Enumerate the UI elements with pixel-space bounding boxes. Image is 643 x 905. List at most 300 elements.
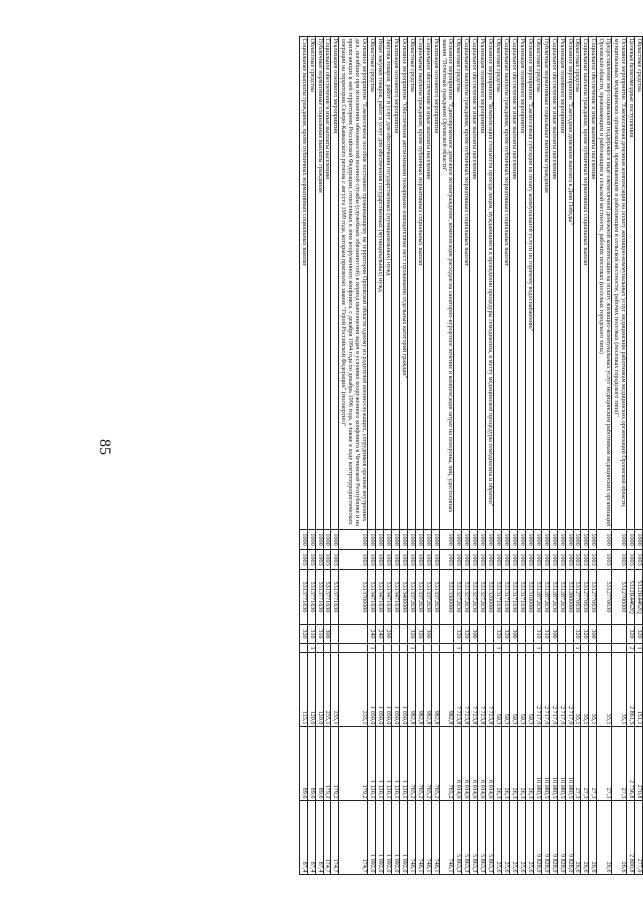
cell-year-2: 179,2	[323, 727, 331, 801]
cell-expense-type: 320	[494, 625, 502, 644]
cell-name: Реализация основного мероприятия	[392, 37, 400, 530]
cell-section: 1000	[431, 530, 439, 550]
cell-name: Областные средства	[573, 37, 581, 530]
cell-year-3: 174,7	[323, 801, 331, 875]
cell-year-1: 151,1	[635, 653, 643, 727]
cell-target-article: 5312770630	[589, 570, 597, 625]
table-row	[510, 37, 518, 875]
cell-year-2: 26,3	[510, 727, 518, 801]
cell-section: 1000	[439, 530, 454, 550]
cell-funding-source	[415, 644, 423, 653]
cell-year-2: 89,6	[299, 727, 307, 801]
cell-funding-source	[323, 644, 331, 653]
cell-funding-source	[462, 644, 470, 653]
cell-target-article: 5313200000	[486, 570, 494, 625]
cell-year-2: 270,8	[635, 727, 643, 801]
table-row	[573, 37, 581, 875]
cell-year-1: 982,8	[423, 653, 431, 727]
cell-funding-source: 2	[627, 644, 635, 653]
cell-year-2: 765,2	[407, 727, 415, 801]
cell-year-1: 115,1	[299, 653, 307, 727]
cell-subsection: 1003	[478, 550, 486, 570]
cell-section: 1000	[589, 530, 597, 550]
cell-funding-source	[478, 644, 486, 653]
table-row	[339, 37, 368, 875]
cell-section: 1000	[331, 530, 339, 550]
cell-funding-source	[423, 644, 431, 653]
cell-year-1: 120,0	[307, 653, 315, 727]
cell-expense-type	[331, 625, 339, 644]
table-row	[376, 37, 384, 875]
cell-target-article: 5313700000	[339, 570, 368, 625]
cell-year-1: 2 717,0	[557, 653, 565, 727]
table-row	[486, 37, 494, 875]
cell-year-2: 1 120,1	[392, 727, 400, 801]
cell-expense-type: 240	[376, 625, 384, 644]
cell-year-1: 1 050,0	[368, 653, 376, 727]
table-row	[518, 37, 526, 875]
cell-subsection: 1003	[376, 550, 384, 570]
table-body	[299, 37, 642, 875]
cell-target-article: 5313372630	[415, 570, 423, 625]
cell-expense-type: 320	[462, 625, 470, 644]
cell-subsection: 1003	[510, 550, 518, 570]
cell-name: Социальное обеспечение и иные выплаты населению	[470, 37, 478, 530]
cell-subsection: 1003	[627, 550, 635, 570]
cell-year-3: 26,6	[589, 801, 597, 875]
cell-subsection: 1003	[525, 550, 533, 570]
cell-section: 1000	[549, 530, 557, 550]
cell-target-article: 5312800000	[565, 570, 573, 625]
cell-expense-type: 320	[299, 625, 307, 644]
cell-expense-type: 310	[315, 625, 323, 644]
cell-subsection: 1003	[612, 550, 627, 570]
cell-year-3: 1 092,0	[384, 801, 392, 875]
cell-target-article: 5313771630	[331, 570, 339, 625]
cell-year-3: 87,4	[299, 801, 307, 875]
cell-name: Социальное обеспечение и иные выплаты населению	[549, 37, 557, 530]
cell-name: Социальное обеспечение и иные выплаты населению	[323, 37, 331, 530]
cell-year-2: 6 014,0	[486, 727, 494, 801]
cell-subsection: 1003	[331, 550, 339, 570]
cell-year-1: 235,1	[339, 653, 368, 727]
cell-name: Основное мероприятие "Ежемесячное пособие постоянно проживающему на территории Орловской области одному из родителей военнослужащих, сотрудников органов внутренних дел, погибших при исполнении обязанностей военной службы (служебных обязанностей) в период выполнения задач в условиях вооруженного конфликта в Чеченской Республике и на прилегающих к ней территориях Российской Федерации, отнесенных к зоне вооруженного конфликта, с декабря 1994 года по декабрь 1996 года, а также в ходе контртеррористических операций на территории Северо-Кавказского региона с августа 1999 года, которым присвоено звание "Герой Российской Федерации" (посмертно)"	[339, 37, 368, 530]
cell-year-2: 10 080,5	[541, 727, 549, 801]
table-row	[307, 37, 315, 875]
cell-expense-type: 300	[323, 625, 331, 644]
cell-name: Социальные выплаты гражданам, кроме публичных нормативных социальных выплат	[299, 37, 307, 530]
cell-year-3: 5 863,3	[462, 801, 470, 875]
cell-year-3: 174,7	[331, 801, 339, 875]
table-row	[525, 37, 533, 875]
cell-subsection: 1003	[307, 550, 315, 570]
cell-target-article: 5313771630	[315, 570, 323, 625]
cell-section: 1000	[454, 530, 462, 550]
cell-year-1: 2 861,5	[627, 653, 635, 727]
cell-name: Социальные выплаты гражданам, кроме публичных нормативных социальных выплат	[581, 37, 589, 530]
cell-expense-type	[612, 625, 627, 644]
cell-year-3: 26,6	[597, 801, 612, 875]
cell-year-3: 1 092,0	[368, 801, 376, 875]
cell-subsection: 1003	[368, 550, 376, 570]
cell-expense-type: 320	[502, 625, 510, 644]
cell-funding-source	[392, 644, 400, 653]
cell-target-article: 5313471630	[384, 570, 392, 625]
cell-year-2: 1 120,1	[399, 727, 407, 801]
cell-name: Публичные нормативные социальные выплаты гражданам	[541, 37, 549, 530]
cell-section: 1000	[494, 530, 502, 550]
cell-name: Социальное обеспечение и иные выплаты населению	[589, 37, 597, 530]
table-row	[589, 37, 597, 875]
cell-year-1: 50,3	[510, 653, 518, 727]
cell-subsection: 1003	[454, 550, 462, 570]
cell-target-article: 5312700000	[612, 570, 627, 625]
cell-year-2: 27,3	[581, 727, 589, 801]
cell-name: Социальные выплаты гражданам, кроме публичных нормативных социальных выплат	[462, 37, 470, 530]
cell-subsection: 1003	[541, 550, 549, 570]
cell-year-2: 1 120,1	[384, 727, 392, 801]
cell-year-2: 26,3	[502, 727, 510, 801]
cell-funding-source	[581, 644, 589, 653]
cell-funding-source	[549, 644, 557, 653]
cell-section: 1000	[581, 530, 589, 550]
cell-target-article: 5313100000	[525, 570, 533, 625]
cell-section: 1000	[415, 530, 423, 550]
cell-year-1: 1 050,0	[384, 653, 392, 727]
cell-year-3: 174,7	[339, 801, 368, 875]
cell-section: 1000	[392, 530, 400, 550]
table-row	[627, 37, 635, 875]
cell-year-1: 35,1	[597, 653, 612, 727]
cell-funding-source: 1	[573, 644, 581, 653]
cell-year-2: 89,6	[307, 727, 315, 801]
cell-target-article: 5313171630	[494, 570, 502, 625]
cell-year-2: 26,3	[518, 727, 526, 801]
cell-section: 1000	[315, 530, 323, 550]
cell-target-article: 5312872630	[541, 570, 549, 625]
cell-year-2: 765,2	[439, 727, 454, 801]
cell-year-3: 5 863,3	[486, 801, 494, 875]
cell-target-article: 5312872630	[533, 570, 541, 625]
cell-funding-source	[315, 644, 323, 653]
cell-expense-type	[399, 625, 407, 644]
table-row	[462, 37, 470, 875]
cell-section: 1000	[407, 530, 415, 550]
cell-funding-source: 1	[368, 644, 376, 653]
cell-expense-type: 310	[307, 625, 315, 644]
cell-section: 1000	[557, 530, 565, 550]
table-row	[612, 37, 627, 875]
cell-name: Реализация основного мероприятия	[518, 37, 526, 530]
cell-target-article: 5312872630	[549, 570, 557, 625]
cell-expense-type	[339, 625, 368, 644]
cell-funding-source	[510, 644, 518, 653]
cell-year-1: 35,1	[581, 653, 589, 727]
cell-year-3: 746,1	[439, 801, 454, 875]
cell-year-2: 765,2	[423, 727, 431, 801]
cell-year-3: 9 828,0	[557, 801, 565, 875]
cell-year-1: 2 717,0	[533, 653, 541, 727]
cell-year-1: 1 050,0	[392, 653, 400, 727]
cell-year-3: 87,4	[307, 801, 315, 875]
cell-expense-type: 300	[423, 625, 431, 644]
cell-funding-source	[431, 644, 439, 653]
cell-name: Областные средства	[307, 37, 315, 530]
cell-expense-type: 310	[541, 625, 549, 644]
cell-name: Областные средства	[454, 37, 462, 530]
table-row	[439, 37, 454, 875]
cell-year-2: 765,2	[431, 727, 439, 801]
cell-section: 1000	[376, 530, 384, 550]
cell-year-2: 10 080,5	[549, 727, 557, 801]
cell-target-article: 5313171630	[502, 570, 510, 625]
cell-expense-type: 300	[510, 625, 518, 644]
cell-year-1: 2 717,0	[549, 653, 557, 727]
cell-year-1: 120,0	[315, 653, 323, 727]
cell-year-3: 1 092,0	[399, 801, 407, 875]
cell-funding-source	[557, 644, 565, 653]
cell-target-article: 5313272630	[454, 570, 462, 625]
table-row	[494, 37, 502, 875]
cell-year-1: 982,8	[407, 653, 415, 727]
cell-funding-source	[589, 644, 597, 653]
cell-expense-type: 320	[573, 625, 581, 644]
cell-target-article: 5313171630	[518, 570, 526, 625]
cell-subsection: 1003	[549, 550, 557, 570]
cell-year-3: 746,1	[415, 801, 423, 875]
cell-funding-source: 1	[635, 644, 643, 653]
cell-year-1: 35,1	[573, 653, 581, 727]
cell-name: Областные средства	[407, 37, 415, 530]
cell-year-3: 746,1	[431, 801, 439, 875]
cell-target-article: 5312R4462Q	[635, 570, 643, 625]
cell-year-1: 1 050,0	[399, 653, 407, 727]
cell-name: Реализация основного мероприятия	[478, 37, 486, 530]
table-row	[470, 37, 478, 875]
cell-funding-source: 1	[533, 644, 541, 653]
cell-name: Основное мероприятие "Единовременное денежное вознаграждение, компенсация расходов на санаторно-курортное лечение и компенсация затрат на похороны, лиц, удостоенных звания "Почетный гражданин Орловской области"	[439, 37, 454, 530]
cell-expense-type: 320	[627, 625, 635, 644]
cell-target-article: 5312770630	[581, 570, 589, 625]
cell-target-article: 5313400000	[399, 570, 407, 625]
cell-section: 1000	[384, 530, 392, 550]
cell-subsection: 1003	[533, 550, 541, 570]
cell-year-3: 25,6	[518, 801, 526, 875]
cell-subsection: 1003	[635, 550, 643, 570]
cell-year-2: 6 014,0	[470, 727, 478, 801]
cell-subsection: 1003	[573, 550, 581, 570]
table-row	[533, 37, 541, 875]
cell-name: Социальное обеспечение и иные выплаты населению	[423, 37, 431, 530]
cell-year-2: 6 014,0	[462, 727, 470, 801]
cell-name: Основное мероприятие "Ежегодная денежная выплата к Дню Победы"	[565, 37, 573, 530]
cell-year-3: 5 863,3	[470, 801, 478, 875]
cell-year-3: 1 092,0	[392, 801, 400, 875]
cell-name: Основное мероприятие "Компенсация стоимости проезда лицам, нуждающимся в проведении процедуры гемодиализа, к месту медицинской процедуры гемодиализа и обратно"	[486, 37, 494, 530]
cell-year-2: 179,2	[339, 727, 368, 801]
cell-subsection: 1003	[415, 550, 423, 570]
table-container	[108, 36, 643, 874]
cell-funding-source	[541, 644, 549, 653]
cell-year-2: 27,3	[597, 727, 612, 801]
cell-funding-source	[486, 644, 494, 653]
cell-subsection: 1003	[462, 550, 470, 570]
cell-expense-type: 320	[454, 625, 462, 644]
cell-year-1: 7 723,8	[486, 653, 494, 727]
cell-funding-source	[299, 644, 307, 653]
cell-name: Социальные выплаты гражданам, кроме публичных нормативных социальных выплат	[502, 37, 510, 530]
cell-subsection: 1003	[518, 550, 526, 570]
cell-funding-source: 1	[454, 644, 462, 653]
cell-year-3: 9 828,0	[565, 801, 573, 875]
cell-section: 1000	[462, 530, 470, 550]
cell-year-1: 35,1	[589, 653, 597, 727]
cell-year-1: 7 723,8	[478, 653, 486, 727]
cell-year-1: 235,1	[323, 653, 331, 727]
cell-expense-type: 320	[581, 625, 589, 644]
cell-year-2: 6 014,0	[454, 727, 462, 801]
cell-subsection: 1003	[431, 550, 439, 570]
cell-year-3: 26,6	[612, 801, 627, 875]
cell-target-article: 5313300000	[439, 570, 454, 625]
cell-subsection: 1003	[315, 550, 323, 570]
cell-name: Реализация основного мероприятия	[331, 37, 339, 530]
cell-funding-source: 1	[407, 644, 415, 653]
cell-section: 1000	[573, 530, 581, 550]
cell-year-2: 1 120,1	[368, 727, 376, 801]
table-row	[368, 37, 376, 875]
cell-year-1: 982,8	[431, 653, 439, 727]
cell-subsection: 1003	[323, 550, 331, 570]
cell-target-article: 5312770630	[573, 570, 581, 625]
cell-year-2: 27,3	[612, 727, 627, 801]
cell-section: 1000	[323, 530, 331, 550]
table-row	[415, 37, 423, 875]
cell-subsection: 1003	[494, 550, 502, 570]
cell-year-3: 87,4	[315, 801, 323, 875]
cell-year-2: 10 080,5	[565, 727, 573, 801]
cell-target-article: 5313771630	[307, 570, 315, 625]
cell-subsection: 1003	[407, 550, 415, 570]
cell-target-article: 5313471630	[368, 570, 376, 625]
cell-expense-type	[525, 625, 533, 644]
cell-section: 1000	[478, 530, 486, 550]
cell-subsection: 1003	[581, 550, 589, 570]
cell-target-article: 5313471630	[392, 570, 400, 625]
cell-target-article: 5312770630	[597, 570, 612, 625]
table-row	[597, 37, 612, 875]
cell-subsection: 1003	[423, 550, 431, 570]
table-row	[454, 37, 462, 875]
table-row	[384, 37, 392, 875]
cell-target-article: 5313771630	[299, 570, 307, 625]
cell-year-1: 2 717,0	[541, 653, 549, 727]
cell-section: 1000	[486, 530, 494, 550]
cell-funding-source	[470, 644, 478, 653]
cell-year-1: 50,3	[525, 653, 533, 727]
table-row	[541, 37, 549, 875]
cell-name: Целевые безвозмездные поступления	[627, 37, 635, 530]
cell-year-3: 746,1	[423, 801, 431, 875]
cell-expense-type: 300	[549, 625, 557, 644]
cell-section: 1000	[533, 530, 541, 550]
cell-name: Иные закупки товаров, работ и услуг для обеспечения государственных (муниципальных) нужд	[376, 37, 384, 530]
cell-section: 1000	[307, 530, 315, 550]
cell-target-article: 5313372630	[423, 570, 431, 625]
cell-expense-type: 320	[415, 625, 423, 644]
cell-year-2: 10 080,5	[557, 727, 565, 801]
cell-year-3: 25,6	[525, 801, 533, 875]
cell-funding-source	[399, 644, 407, 653]
cell-name: Предоставление мер социальной поддержки в виде ежемесячной денежной компенсации на оплату жилищно-коммунальных услуг медицинским работникам медицинских организаций Орловской области, проживающим и работающим в сельской местности, рабочих поселках (поселках городского типа)	[597, 37, 612, 530]
cell-section: 1000	[368, 530, 376, 550]
cell-subsection: 1003	[470, 550, 478, 570]
cell-funding-source: 1	[494, 644, 502, 653]
cell-funding-source	[525, 644, 533, 653]
cell-section: 1000	[612, 530, 627, 550]
cell-section: 1000	[423, 530, 431, 550]
page-number: 85	[96, 439, 113, 455]
cell-funding-source	[612, 644, 627, 653]
cell-expense-type: 200	[384, 625, 392, 644]
cell-subsection: 1003	[486, 550, 494, 570]
cell-year-1: 7 723,8	[470, 653, 478, 727]
cell-subsection: 1003	[439, 550, 454, 570]
cell-year-1: 7 723,8	[454, 653, 462, 727]
cell-target-article: 5313171630	[510, 570, 518, 625]
cell-funding-source	[565, 644, 573, 653]
cell-year-1: 7 723,8	[462, 653, 470, 727]
cell-section: 1000	[627, 530, 635, 550]
cell-target-article: 5313272630	[462, 570, 470, 625]
cell-year-3: 26,6	[573, 801, 581, 875]
cell-expense-type	[392, 625, 400, 644]
cell-funding-source	[376, 644, 384, 653]
table-row	[635, 37, 643, 875]
cell-year-3: 26,6	[581, 801, 589, 875]
cell-year-1: 50,3	[494, 653, 502, 727]
table-row	[478, 37, 486, 875]
cell-name: Областные средства	[635, 37, 643, 530]
cell-funding-source	[518, 644, 526, 653]
cell-year-2: 765,2	[415, 727, 423, 801]
table-row	[557, 37, 565, 875]
cell-section: 1000	[502, 530, 510, 550]
cell-year-1: 982,8	[439, 653, 454, 727]
table-row	[392, 37, 400, 875]
cell-section: 1000	[299, 530, 307, 550]
cell-subsection: 1003	[589, 550, 597, 570]
cell-name: Социальное обеспечение и иные выплаты населению	[510, 37, 518, 530]
cell-expense-type: 300	[470, 625, 478, 644]
cell-section: 1000	[339, 530, 368, 550]
cell-name: Областные средства	[368, 37, 376, 530]
cell-section: 1000	[510, 530, 518, 550]
cell-expense-type: 300	[589, 625, 597, 644]
cell-year-3: 2 800,8	[627, 801, 635, 875]
cell-funding-source	[339, 644, 368, 653]
cell-subsection: 1003	[392, 550, 400, 570]
cell-year-2: 179,2	[331, 727, 339, 801]
cell-year-3: 277,0	[635, 801, 643, 875]
cell-section: 1000	[541, 530, 549, 550]
cell-name: Публичные нормативные социальные выплаты гражданам	[315, 37, 323, 530]
cell-year-2: 26,3	[525, 727, 533, 801]
table-row	[323, 37, 331, 875]
cell-year-3: 25,6	[494, 801, 502, 875]
cell-expense-type	[518, 625, 526, 644]
cell-section: 1000	[525, 530, 533, 550]
